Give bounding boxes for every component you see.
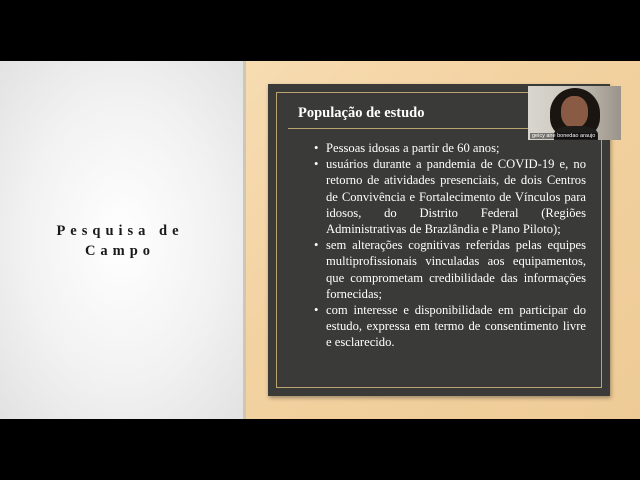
bullet-dot: • <box>314 238 319 253</box>
participant-name-label: geicy ane bonedao araujo <box>532 133 596 139</box>
section-title <box>30 221 210 261</box>
section-title-panel <box>0 61 243 419</box>
bullet-list <box>314 140 586 351</box>
bullet-text: Pessoas idosas a partir de 60 anos; <box>326 141 500 155</box>
participant-face <box>561 96 588 128</box>
section-title-line-1: Pesquisa de <box>56 223 184 239</box>
bullet-item <box>314 156 586 237</box>
section-title-line-2: Campo <box>84 243 156 259</box>
bullet-item <box>314 237 586 302</box>
bullet-dot: • <box>314 141 319 155</box>
slide-heading: População de estudo <box>298 105 425 121</box>
bullet-text: sem alterações cognitivas referidas pelas equipes multiprofissionais vinculadas aos equipamentos, que comprometam credibilidade das informações fornecidas; <box>326 238 586 301</box>
bullet-text: usuários durante a pandemia de COVID-19 e, no retorno de atividades presenciais, de dois Centros de Convivência e Fortalecimento de Vínculos para idosos, do Distrito Federal (Regiões Administrativas de Brazlândia e Plano Piloto); <box>326 157 586 237</box>
bullet-dot: • <box>314 157 319 172</box>
bullet-dot: • <box>314 303 319 318</box>
webcam-tile[interactable] <box>528 86 621 140</box>
bullet-text: com interesse e disponibilidade em participar do estudo, expressa em termo de consentimento livre e esclarecido. <box>326 303 586 350</box>
bullet-item <box>314 302 586 351</box>
bullet-item <box>314 140 586 156</box>
